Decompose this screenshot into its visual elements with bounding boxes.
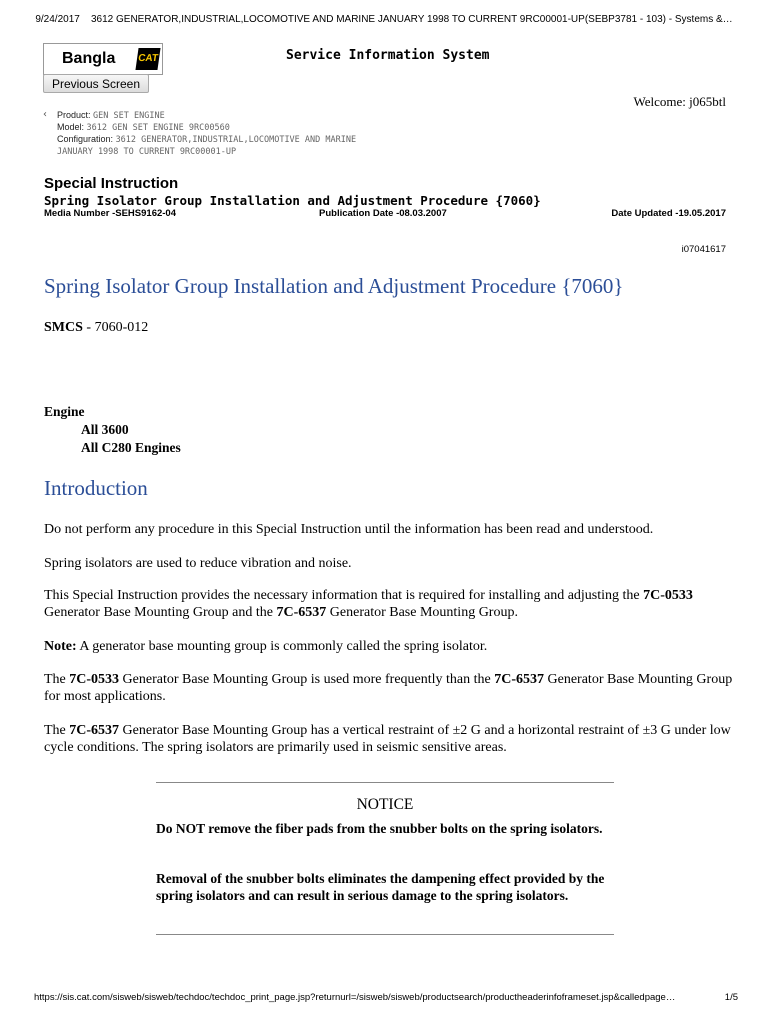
configuration-value: 3612 GENERATOR,INDUSTRIAL,LOCOMOTIVE AND MARINE <box>115 135 357 145</box>
document-id: i07041617 <box>681 244 726 255</box>
publication-date: Publication Date -08.03.2007 <box>319 208 447 219</box>
media-number: Media Number -SEHS9162-04 <box>44 208 176 219</box>
notice-paragraph-1: Do NOT remove the fiber pads from the snubber bolts on the spring isolators. <box>156 821 603 836</box>
print-footer <box>34 992 738 1003</box>
smcs-value: - 7060-012 <box>82 320 149 335</box>
introduction-heading: Introduction <box>44 476 148 500</box>
part-number: 7C-0533 <box>69 672 120 687</box>
intro-paragraph-3 <box>44 587 734 621</box>
note-label: Note: <box>44 639 77 654</box>
note-paragraph <box>44 638 734 655</box>
text-run: Generator Base Mounting Group for most applications. <box>44 672 733 704</box>
text-run: This Special Instruction provides the necessary information that is required for installing and adjusting the <box>44 588 644 603</box>
model-row <box>57 122 477 134</box>
configuration-value-2: JANUARY 1998 TO CURRENT 9RC00001-UP <box>57 147 237 157</box>
system-title: Service Information System <box>286 48 490 63</box>
model-label: Model: <box>57 122 85 132</box>
part-number: 7C-0533 <box>643 588 693 603</box>
model-value: 3612 GEN SET ENGINE 9RC00560 <box>86 123 230 133</box>
text-run: The <box>44 723 70 738</box>
document-type: Special Instruction <box>44 175 179 192</box>
text-run: A generator base mounting group is commonly called the spring isolator. <box>76 639 488 654</box>
cat-logo-icon: CAT <box>135 48 160 70</box>
engine-applicability <box>44 403 181 457</box>
product-value: GEN SET ENGINE <box>93 111 165 121</box>
document-subtitle: Spring Isolator Group Installation and Adjustment Procedure {7060} <box>44 193 541 208</box>
product-row <box>57 110 477 122</box>
dealer-logo <box>43 43 163 75</box>
part-number: 7C-6537 <box>276 605 327 620</box>
notice-top-divider <box>156 782 614 783</box>
dealer-name: Bangla <box>62 50 116 67</box>
product-label: Product: <box>57 110 91 120</box>
text-run: Generator Base Mounting Group. <box>326 605 518 620</box>
intro-paragraph-2: Spring isolators are used to reduce vibration and noise. <box>44 556 352 571</box>
engine-item: All C280 Engines <box>81 440 181 455</box>
smcs-label: SMCS <box>44 320 83 335</box>
date-updated: Date Updated -19.05.2017 <box>611 208 726 219</box>
text-run: Generator Base Mounting Group has a vertical restraint of ±2 G and a horizontal restraint of ±3 G under low cycle conditions. The spring isolators are primarily used in seismic sensitive areas. <box>44 723 731 755</box>
document-meta <box>44 208 726 222</box>
intro-paragraph-1: Do not perform any procedure in this Special Instruction until the information has been read and understood. <box>44 522 654 537</box>
configuration-label: Configuration: <box>57 134 114 144</box>
print-date: 9/24/2017 <box>35 14 80 25</box>
configuration-row <box>57 134 477 146</box>
notice-title: NOTICE <box>356 796 414 813</box>
print-header <box>0 14 768 25</box>
chevron-left-icon[interactable]: ‹ <box>43 109 47 120</box>
engine-item: All 3600 <box>81 422 129 437</box>
print-title: 3612 GENERATOR,INDUSTRIAL,LOCOMOTIVE AND MARINE JANUARY 1998 TO CURRENT 9RC00001-UP(SEBP3781 - 103) - Systems &… <box>90 14 733 25</box>
part-number: 7C-6537 <box>494 672 545 687</box>
smcs-code <box>44 320 148 336</box>
page-title: Spring Isolator Group Installation and Adjustment Procedure {7060} <box>44 274 624 298</box>
product-info <box>57 110 477 158</box>
welcome-text: Welcome: j065btl <box>633 94 726 109</box>
engine-label: Engine <box>44 404 85 419</box>
text-run: Generator Base Mounting Group is used more frequently than the <box>119 672 495 687</box>
print-url: https://sis.cat.com/sisweb/sisweb/techdoc/techdoc_print_page.jsp?returnurl=/sisweb/sisweb/productsearch/productheaderinfoframeset.jsp&calledpage… <box>34 992 676 1003</box>
part-number: 7C-6537 <box>69 723 120 738</box>
notice-paragraph-2: Removal of the snubber bolts eliminates the dampening effect provided by the spring isolators and can result in serious damage to the spring isolators. <box>156 871 605 903</box>
notice-bottom-divider <box>156 934 614 935</box>
intro-paragraph-6 <box>44 722 734 756</box>
configuration-row-2 <box>57 146 477 158</box>
previous-screen-button[interactable]: Previous Screen <box>43 74 149 93</box>
text-run: The <box>44 672 70 687</box>
intro-paragraph-5 <box>44 671 734 705</box>
text-run: Generator Base Mounting Group and the <box>44 605 277 620</box>
page-number: 1/5 <box>724 992 738 1003</box>
